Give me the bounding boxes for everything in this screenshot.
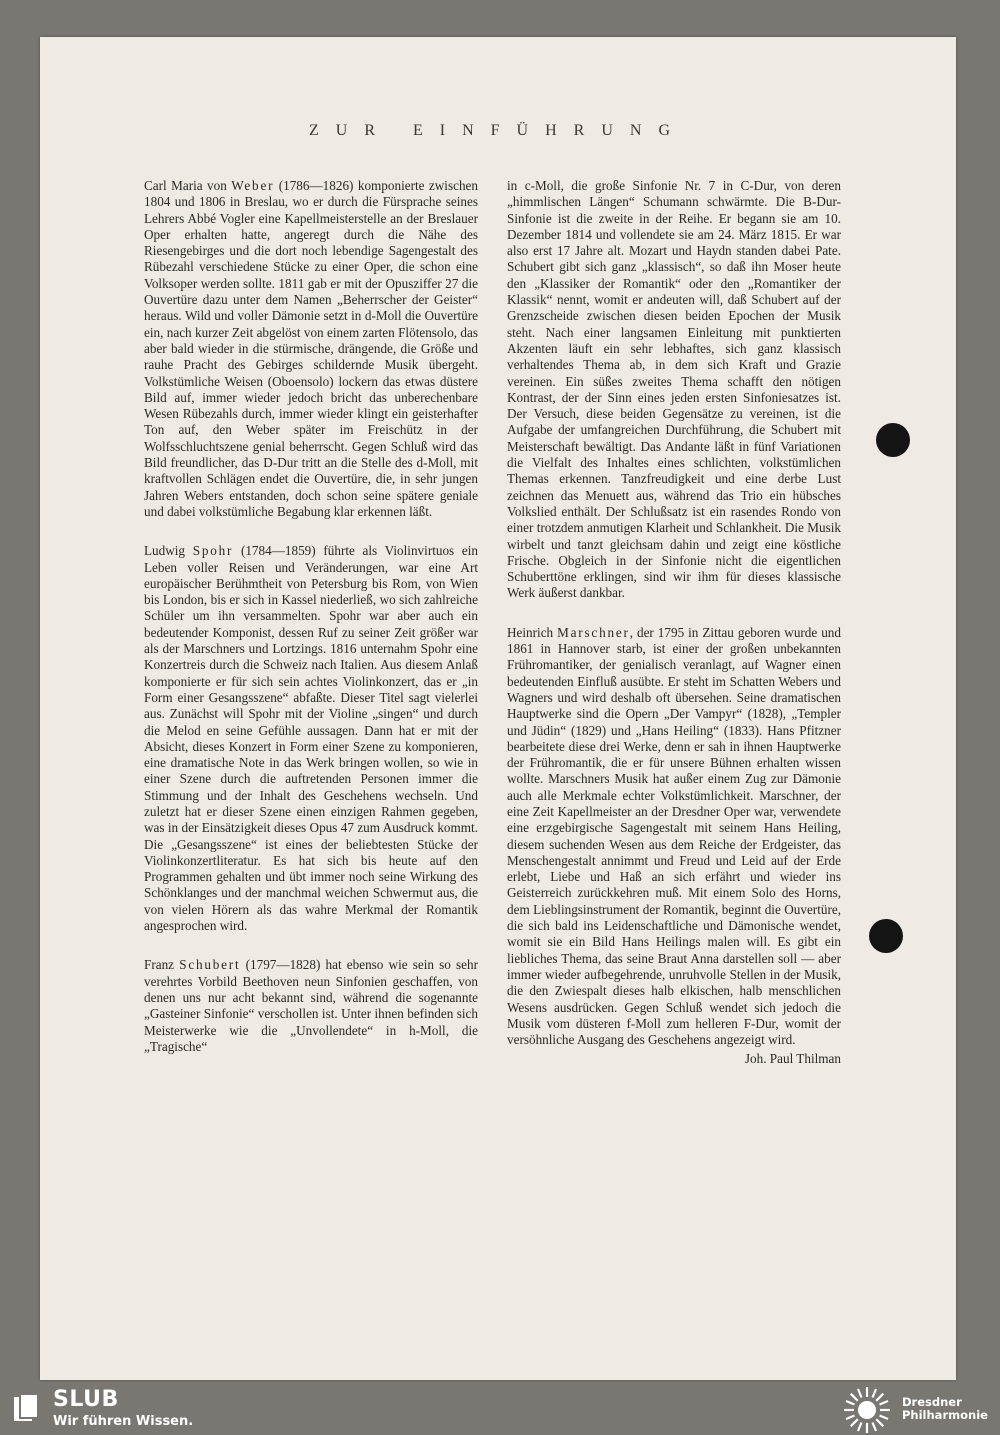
- paragraph-schubert-continued: in c-Moll, die große Sinfonie Nr. 7 in C-Dur, von deren „himmlischen Längen“ Schumann schwärmte. Die B-Dur-Sinfonie ist die zweite in der Reihe. Er begann sie am 10. Dezember 1814 und vollendete sie am 24. März 1815. Er war also erst 17 Jahre alt. Mozart und Haydn standen dabei Pate. Schubert gibt sich ganz „klassisch“, so daß ihn Moser heute den „Klassiker der Romantik“ oder den „Romantiker der Klassik“ nennt, womit er andeuten will, daß Schubert auf der Grenzscheide zwischen diesen beiden Epochen der Musik steht. Nach einer langsamen Einleitung mit punktierten Akzenten läuft ein sehr lebhaftes, sich ganz klassisch verhaltendes Thema ab, in dem sich Kraft und Grazie vereinen. Ein süßes zweites Thema schafft den nötigen Kontrast, der der Sinn eines jeden ersten Sinfoniesatzes ist. Der Versuch, diese beiden Gegensätze zu vereinen, ist die Aufgabe der umfangreichen Durchführung, die Schubert mit Meisterschaft bewältigt. Das Andante läßt in fünf Variationen die Vielfalt des Inhaltes eines schlichten, volkstümlichen Themas erkennen. Tanzfreudigkeit und eine derbe Lust zeichnen das Menuett aus, während das Trio ein hübsches Volkslied enthält. Der Schlußsatz ist ein rasendes Rondo von einer trotzdem anmutigen Klarheit und Schlankheit. Die Musik wirbelt und tanzt gleichsam dahin und zeigt eine köstliche Frische. Obgleich in der Sinfonie nicht die eigentlichen Schuberttöne erklingen, sind wir ihm für dieses klassische Werk äußerst dankbar.: [507, 178, 841, 601]
- slub-brand[interactable]: SLUB: [53, 1387, 119, 1412]
- author-signature: Joh. Paul Thilman: [744, 1051, 841, 1067]
- left-column: [144, 178, 478, 1055]
- paragraph-spohr: Ludwig Spohr (1784—1859) führte als Violinvirtuos ein Leben voller Reisen und Veränderungen, war eine Art europäischer Berühmtheit von Petersburg bis Rom, von Wien bis London, bis er sich in Kassel niederließ, wo sich zahlreiche Schüler um ihn versammelten. Spohr war aber auch ein bedeutender Komponist, dessen Ruf zu seiner Zeit größer war als der Marschners und Lortzings. 1816 unternahm Spohr eine Konzertreis durch die Schweiz nach Italien. Aus diesem Anlaß komponierte er für sich sein achtes Violinkonzert, das er „in Form einer Gesangsszene“ abfaßte. Dieser Titel sagt vielerlei aus. Zunächst will Spohr mit der Violine „singen“ und durch die Melod en seine Gefühle aussagen. Dann hat er mit der Absicht, dieses Konzert in Form einer Szene zu komponieren, eine dramatische Note in das Werk bringen wollen, so wie in einer Szene durch die auftretenden Personen immer die Stimmung und der Inhalt des Geschehens wechseln. Und zuletzt hat er dieser Szene einen einzigen Rahmen gegeben, was in der Einsätzigkeit dieses Opus 47 zum Ausdruck kommt. Die „Gesangsszene“ ist eines der beliebtesten Stücke der Violinkonzertliteratur. Es hat sich bis heute auf den Programmen gehalten und übt immer noch seine Wirkung des Schönklanges und der manchmal weichen Schwermut aus, die von vielen Hörern als das wahre Merkmal der Romantik angesprochen wird.: [144, 543, 478, 934]
- punch-hole: [876, 423, 910, 457]
- paragraph-weber: Carl Maria von Weber (1786—1826) komponierte zwischen 1804 und 1806 in Breslau, wo er durch die Fürsprache seines Lehrers Abbé Vogler eine Kapellmeisterstelle an der Breslauer Oper erhalten hatte, angeregt durch die Nähe des Riesengebirges und die dort noch lebendige Sagengestalt des Rübezahl verschiedene Stücke zu einer Oper, die schon eine Volksoper werden sollte. 1811 gab er mit der Opusziffer 27 die Ouvertüre dazu unter dem Namen „Beherrscher der Geister“ heraus. Wild und voller Dämonie setzt in d-Moll die Ouvertüre ein, nach kurzer Zeit abgelöst von einem zarten Flötensolo, das aber bald wieder in die stürmische, drängende, die Größe und rauhe Pracht des Gebirges schildernde Musik übergeht. Volkstümliche Weisen (Oboensolo) lockern das etwas düstere Bild auf, immer wieder jedoch bricht das unberechenbare Wesen Rübezahls durch, immer wieder klingt ein geisterhafter Ton auf, den Weber später im Freischütz in der Wolfsschluchtszene genial beherrscht. Gegen Schluß wird das Bild freundlicher, das D-Dur tritt an die Stelle des d-Moll, mit kraftvollen Schlägen endet die Ouvertüre, die, in sehr jungen Jahren Webers entstanden, doch schon seine spätere geniale und dabei volkstümliche Begabung klar erkennen läßt.: [144, 178, 478, 519]
- composer-name: Spohr: [192, 543, 234, 559]
- paragraph-schubert: Franz Schubert (1797—1828) hat ebenso wie sein so sehr verehrtes Vorbild Beethoven neun Sinfonien geschaffen, von denen uns nur acht bekannt sind, während die sogenannte „Gasteiner Sinfonie“ verschollen ist. Unter ihnen befinden sich Meisterwerke wie die „Unvollendete“ in h-Moll, die „Tragische“: [144, 957, 478, 1054]
- page-title: ZUR EINFÜHRUNG: [309, 122, 687, 139]
- punch-hole: [869, 919, 903, 953]
- composer-name: Schubert: [179, 957, 241, 973]
- footer-bar: [0, 1383, 1000, 1433]
- partner-name[interactable]: Dresdner Philharmonie: [902, 1395, 988, 1422]
- composer-name: Marschner: [557, 624, 630, 640]
- slub-logo-icon: [12, 1393, 40, 1423]
- paragraph-marschner: Heinrich Marschner, der 1795 in Zittau geboren wurde und 1861 in Hannover starb, ist einer der großen unbekannten Frühromantiker, der genialisch veranlagt, auf Wagner einen bedeutenden Einfluß ausübte. Er steht im Schatten Webers und Wagners und wird deshalb oft übersehen. Seine dramatischen Hauptwerke sind die Opern „Der Vampyr“ (1828), „Templer und Jüdin“ (1829) und „Hans Heiling“ (1833). Hans Pfitzner bearbeitete diese drei Werke, denn er sah in ihnen Hauptwerke der Frühromantik, die er für unsere Bühnen erhalten wissen wollte. Marschners Musik hat außer einem Zug zur Dämonie auch alle Merkmale echter Volkstümlichkeit. Marschner, der eine Zeit Kapellmeister an der Dresdner Oper war, verwendete eine erzgebirgische Sagengestalt mit seinem Hans Heiling, diesem suchenden Wesen aus dem Reiche der Erdgeister, das Menschengestalt annimmt und Freud und Leid auf der Erde erlebt, Liebe und Haß an sich erfährt und wieder ins Geisterreich zurückkehren muß. Mit einem Solo des Horns, dem Lieblingsinstrument der Romantik, beginnt die Ouvertüre, die sich bald ins Leidenschaftliche und Dämonische wendet, womit sie ein Bild Hans Heilings malen will. Es gibt ein liebliches Thema, das seine Braut Anna darstellen soll — aber immer wieder aufbegehrende, unruhvolle Stellen in der Musik, die den Zwiespalt dieses halb elkischen, halb menschlichen Wesens ausdrücken. Gegen Schluß wendet sich jedoch die Musik vom düsteren f-Moll zum helleren F-Dur, womit der versöhnliche Ausgang des Geschehens angezeigt wird.: [507, 624, 841, 1048]
- composer-name: Weber: [231, 178, 275, 193]
- right-column: [507, 178, 841, 1068]
- document-page: [40, 37, 956, 1380]
- slub-tagline: Wir führen Wissen.: [53, 1414, 194, 1429]
- dresdner-philharmonie-logo-icon: [842, 1385, 892, 1435]
